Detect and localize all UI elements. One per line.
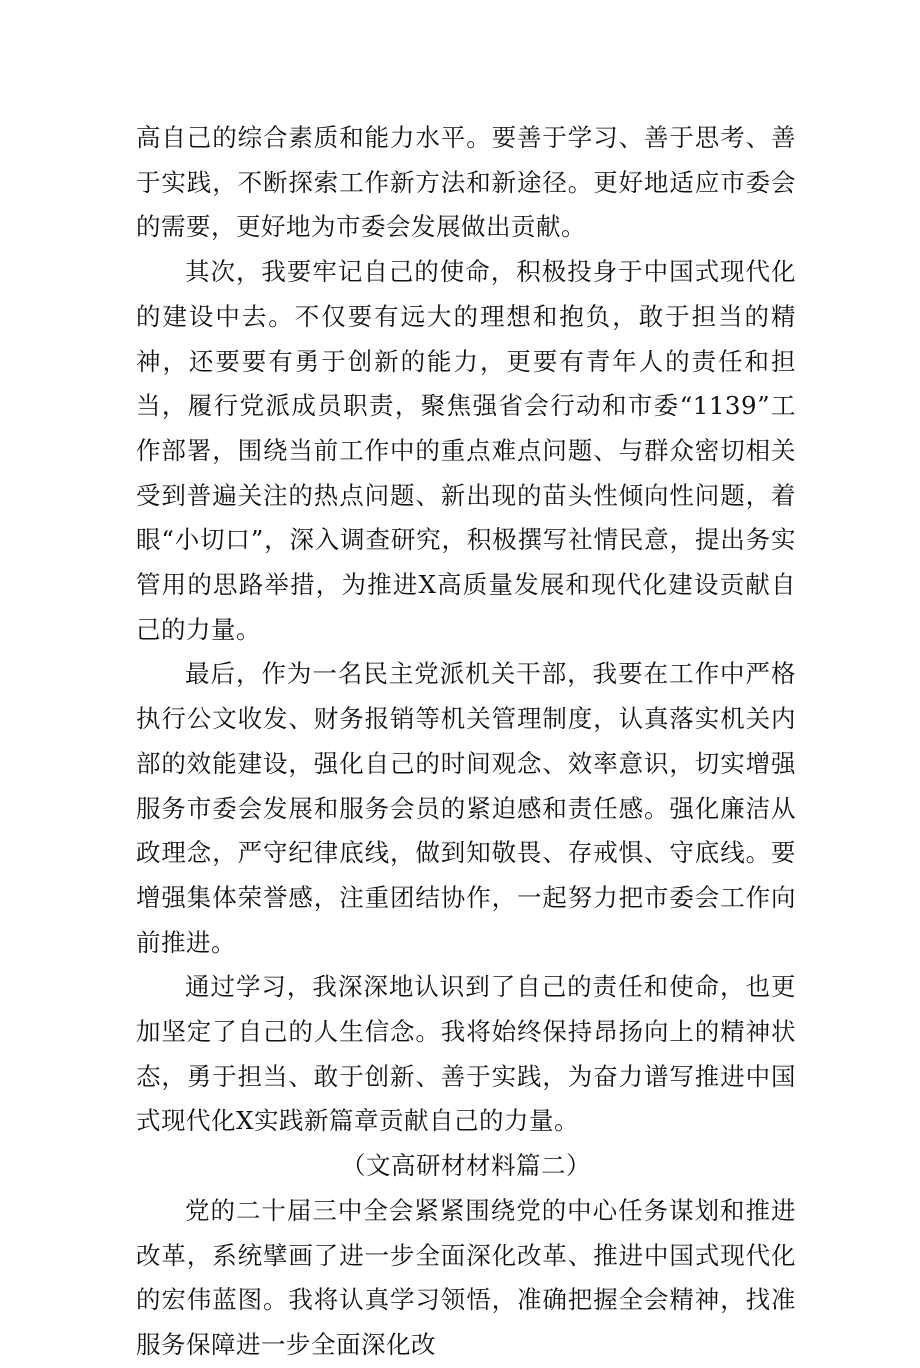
paragraph-3: 最后，作为一名民主党派机关干部，我要在工作中严格执行公文收发、财务报销等机关管理制度，认真落实机关内部的效能建设，强化自己的时间观念、效率意识，切实增强服务市委会发展和服务会员的紧迫感和责任感。强化廉洁从政理念，严守纪律底线，做到知敬畏、存戒惧、守底线。要增强集体荣誉感，注重团结协作，一起努力把市委会工作向前推进。: [136, 659, 796, 957]
document-page: [136, 116, 796, 1368]
paragraph-1: 高自己的综合素质和能力水平。要善于学习、善于思考、善于实践，不断探索工作新方法和新途径。更好地适应市委会的需要，更好地为市委会发展做出贡献。: [136, 123, 796, 242]
paragraph-5: 党的二十届三中全会紧紧围绕党的中心任务谋划和推进改革，系统擘画了进一步全面深化改革、推进中国式现代化的宏伟蓝图。我将认真学习领悟，准确把握全会精神，找准服务保障进一步全面深化改: [136, 1195, 796, 1359]
paragraph-2: 其次，我要牢记自己的使命，积极投身于中国式现代化的建设中去。不仅要有远大的理想和抱负，敢于担当的精神，还要要有勇于创新的能力，更要有青年人的责任和担当，履行党派成员职责，聚焦强省会行动和市委“1139”工作部署，围绕当前工作中的重点难点问题、与群众密切相关受到普遍关注的热点问题、新出现的苗头性倾向性问题，着眼“小切口”，深入调查研究，积极撰写社情民意，提出务实管用的思路举措，为推进X高质量发展和现代化建设贡献自己的力量。: [136, 257, 796, 644]
section-heading: （文高研材材料篇二）: [341, 1151, 591, 1181]
paragraph-4: 通过学习，我深深地认识到了自己的责任和使命，也更加坚定了自己的人生信念。我将始终保持昂扬向上的精神状态，勇于担当、敢于创新、善于实践，为奋力谱写推进中国式现代化X实践新篇章贡献自己的力量。: [136, 972, 796, 1136]
